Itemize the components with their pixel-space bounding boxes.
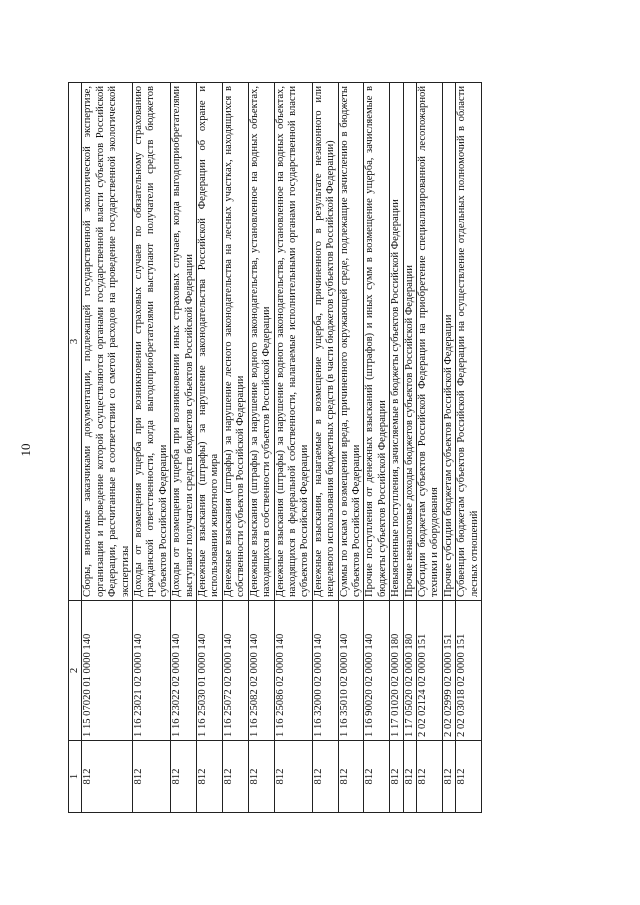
revenue-name-cell: Субвенции бюджетам субъектов Российской Федерации на осуществление отдельных полномочий в области лесных отношений (456, 83, 482, 601)
revenue-name-cell: Денежные взыскания, налагаемые в возмещение ущерба, причиненного в результате незаконного или нецелевого использования бюджетных средств (в части бюджетов субъектов Российской Федерации) (312, 83, 338, 601)
revenue-name-cell: Доходы от возмещения ущерба при возникновении иных страховых случаев, когда выгодоприобретателями выступают получатели средств бюджетов субъектов Российской Федерации (171, 83, 197, 601)
table-row (197, 83, 223, 813)
table-row (390, 83, 403, 813)
admin-code-cell: 812 (442, 741, 455, 813)
admin-code-cell: 812 (222, 741, 248, 813)
budget-code-cell: 1 16 25082 02 0000 140 (248, 601, 274, 741)
budget-code-cell: 1 16 23021 02 0000 140 (133, 601, 171, 741)
table-row (416, 83, 442, 813)
admin-code-cell: 812 (312, 741, 338, 813)
budget-code-cell: 1 15 07020 01 0000 140 (82, 601, 133, 741)
budget-code-cell: 1 17 01020 02 0000 180 (390, 601, 403, 741)
revenue-name-cell: Прочие субсидии бюджетам субъектов Российской Федерации (442, 83, 455, 601)
table-row (274, 83, 312, 813)
budget-code-cell: 2 02 03018 02 0000 151 (456, 601, 482, 741)
table-row (456, 83, 482, 813)
budget-code-cell: 1 17 05020 02 0000 180 (403, 601, 416, 741)
revenue-name-cell: Доходы от возмещения ущерба при возникновении страховых случаев по обязательному страхованию гражданской ответственности, когда выгодоприобретателями выступают получатели средств бюджетов субъектов Российской Федерации (133, 83, 171, 601)
revenue-name-cell: Прочие неналоговые доходы бюджетов субъектов Российской Федерации (403, 83, 416, 601)
table-body (82, 83, 482, 813)
budget-code-cell: 1 16 25086 02 0000 140 (274, 601, 312, 741)
budget-code-cell: 1 16 32000 02 0000 140 (312, 601, 338, 741)
table-header-row (69, 83, 82, 813)
revenue-name-cell: Денежные взыскания (штрафы) за нарушение водного законодательства, установленное на водных объектах, находящихся в федеральной собственности, налагаемые исполнительными органами государственной власти субъектов Российской Федерации (274, 83, 312, 601)
table-row (82, 83, 133, 813)
admin-code-cell: 812 (248, 741, 274, 813)
admin-code-cell: 812 (364, 741, 390, 813)
revenue-name-cell: Денежные взыскания (штрафы) за нарушение водного законодательства, установленное на водных объектах, находящихся в собственности субъектов Российской Федерации (248, 83, 274, 601)
admin-code-cell: 812 (274, 741, 312, 813)
revenue-name-cell: Суммы по искам о возмещении вреда, причиненного окружающей среде, подлежащие зачислению в бюджеты субъектов Российской Федерации (338, 83, 364, 601)
table-row (312, 83, 338, 813)
revenue-name-cell: Денежные взыскания (штрафы) за нарушение лесного законодательства на лесных участках, находящихся в собственности субъектов Российской Федерации (222, 83, 248, 601)
revenue-name-cell: Прочие поступления от денежных взысканий (штрафов) и иных сумм в возмещение ущерба, зачисляемые в бюджеты субъектов Российской Федерации (364, 83, 390, 601)
admin-code-cell: 812 (133, 741, 171, 813)
revenue-name-cell: Невыясненные поступления, зачисляемые в бюджеты субъектов Российской Федерации (390, 83, 403, 601)
admin-code-cell: 812 (403, 741, 416, 813)
budget-code-cell: 1 16 23022 02 0000 140 (171, 601, 197, 741)
revenue-name-cell: Денежные взыскания (штрафы) за нарушение законодательства Российской Федерации об охране и использовании животного мира (197, 83, 223, 601)
admin-code-cell: 812 (82, 741, 133, 813)
table-row (442, 83, 455, 813)
table-row (133, 83, 171, 813)
revenue-name-cell: Субсидии бюджетам субъектов Российской Федерации на приобретение специализированной лесопожарной техники и оборудования (416, 83, 442, 601)
budget-code-cell: 1 16 25072 02 0000 140 (222, 601, 248, 741)
table-row (248, 83, 274, 813)
budget-code-cell: 2 02 02999 02 0000 151 (442, 601, 455, 741)
table-row (338, 83, 364, 813)
budget-code-cell: 2 02 02124 02 0000 151 (416, 601, 442, 741)
table-row (222, 83, 248, 813)
revenue-name-cell: Сборы, вносимые заказчиками документации, подлежащей государственной экологической экспертизе, организация и проведение которой осуществляются органами государственной власти субъектов Российской Федерации, рассчитанные в соответствии со сметой расходов на проведение государственной экологической экспертизы (82, 83, 133, 601)
admin-code-cell: 812 (456, 741, 482, 813)
column-header-2: 2 (69, 601, 82, 741)
budget-code-cell: 1 16 25030 01 0000 140 (197, 601, 223, 741)
revenue-codes-table (68, 82, 482, 813)
admin-code-cell: 812 (338, 741, 364, 813)
admin-code-cell: 812 (171, 741, 197, 813)
column-header-3: 3 (69, 83, 82, 601)
budget-code-cell: 1 16 35010 02 0000 140 (338, 601, 364, 741)
admin-code-cell: 812 (390, 741, 403, 813)
page-number: 10 (18, 443, 33, 457)
admin-code-cell: 812 (416, 741, 442, 813)
table-row (171, 83, 197, 813)
table-row (364, 83, 390, 813)
budget-code-cell: 1 16 90020 02 0000 140 (364, 601, 390, 741)
column-header-1: 1 (69, 741, 82, 813)
table-row (403, 83, 416, 813)
admin-code-cell: 812 (197, 741, 223, 813)
